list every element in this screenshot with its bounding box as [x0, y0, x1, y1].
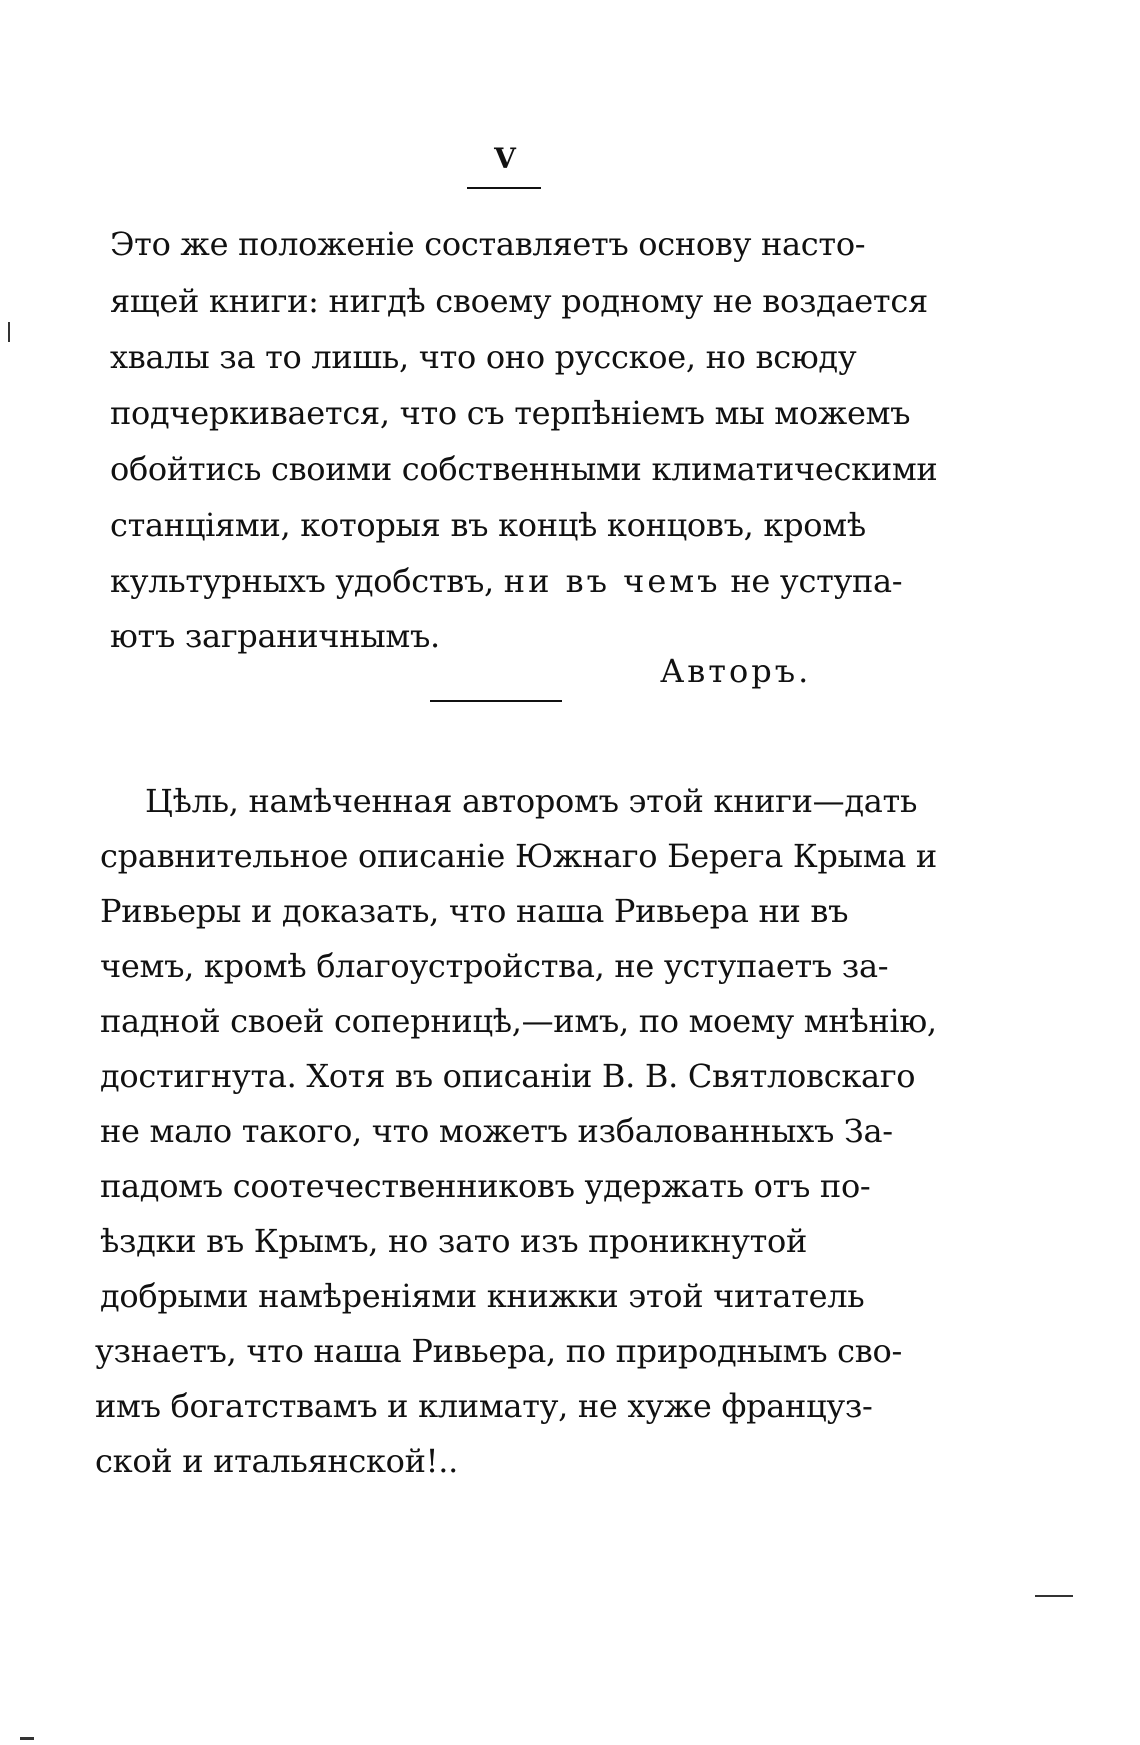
scan-mark-bottom — [20, 1737, 34, 1740]
review-line-1: Цѣль, намѣченная авторомъ этой книги—дать — [145, 782, 918, 820]
preface-line-7 — [110, 562, 903, 600]
page-number-rule — [467, 187, 541, 189]
page-number: V — [494, 142, 516, 175]
preface-line-3: хвалы за то лишь, что оно русское, но всюду — [110, 338, 857, 376]
review-line-6: достигнута. Хотя въ описаніи В. В. Святловскаго — [100, 1057, 916, 1095]
preface-line-2: ящей книги: нигдѣ своему родному не воздается — [110, 282, 928, 320]
preface-line-7-part-3: не уступа- — [730, 562, 903, 600]
review-line-11: узнаетъ, что наша Ривьера, по природнымъ сво- — [95, 1332, 902, 1370]
review-line-5: падной своей соперницѣ,—имъ, по моему мнѣнію, — [100, 1002, 937, 1040]
preface-line-4: подчеркивается, что съ терпѣніемъ мы можемъ — [110, 394, 911, 432]
review-line-9: ѣздки въ Крымъ, но зато изъ проникнутой — [100, 1222, 808, 1260]
preface-line-7-part-1: культурныхъ удобствъ, — [110, 562, 494, 600]
review-line-12: имъ богатствамъ и климату, не хуже француз- — [95, 1387, 873, 1425]
scan-mark-left — [8, 322, 10, 342]
review-line-13: ской и итальянской!.. — [95, 1442, 458, 1480]
preface-line-8: ютъ заграничнымъ. — [110, 617, 440, 655]
preface-line-7-spaced: ни въ чемъ — [503, 562, 721, 600]
section-divider — [430, 700, 562, 702]
review-line-4: чемъ, кромѣ благоустройства, не уступаетъ за- — [100, 947, 889, 985]
review-line-7: не мало такого, что можетъ избалованныхъ За- — [100, 1112, 893, 1150]
scan-mark-right — [1035, 1595, 1073, 1597]
preface-line-5: обойтись своими собственными климатическими — [110, 450, 938, 488]
author-signature: Авторъ. — [660, 652, 812, 690]
preface-line-1 — [110, 225, 902, 263]
preface-line-1-text: Это же положеніе составляетъ основу насто- — [110, 225, 866, 263]
review-line-3: Ривьеры и доказать, что наша Ривьера ни въ — [100, 892, 849, 930]
review-line-2: сравнительное описаніе Южнаго Берега Крыма и — [100, 837, 937, 875]
review-line-10: добрыми намѣреніями книжки этой читатель — [100, 1277, 865, 1315]
review-line-8: падомъ соотечественниковъ удержать отъ по- — [100, 1167, 871, 1205]
preface-line-6: станціями, которыя въ концѣ концовъ, кромѣ — [110, 506, 866, 544]
